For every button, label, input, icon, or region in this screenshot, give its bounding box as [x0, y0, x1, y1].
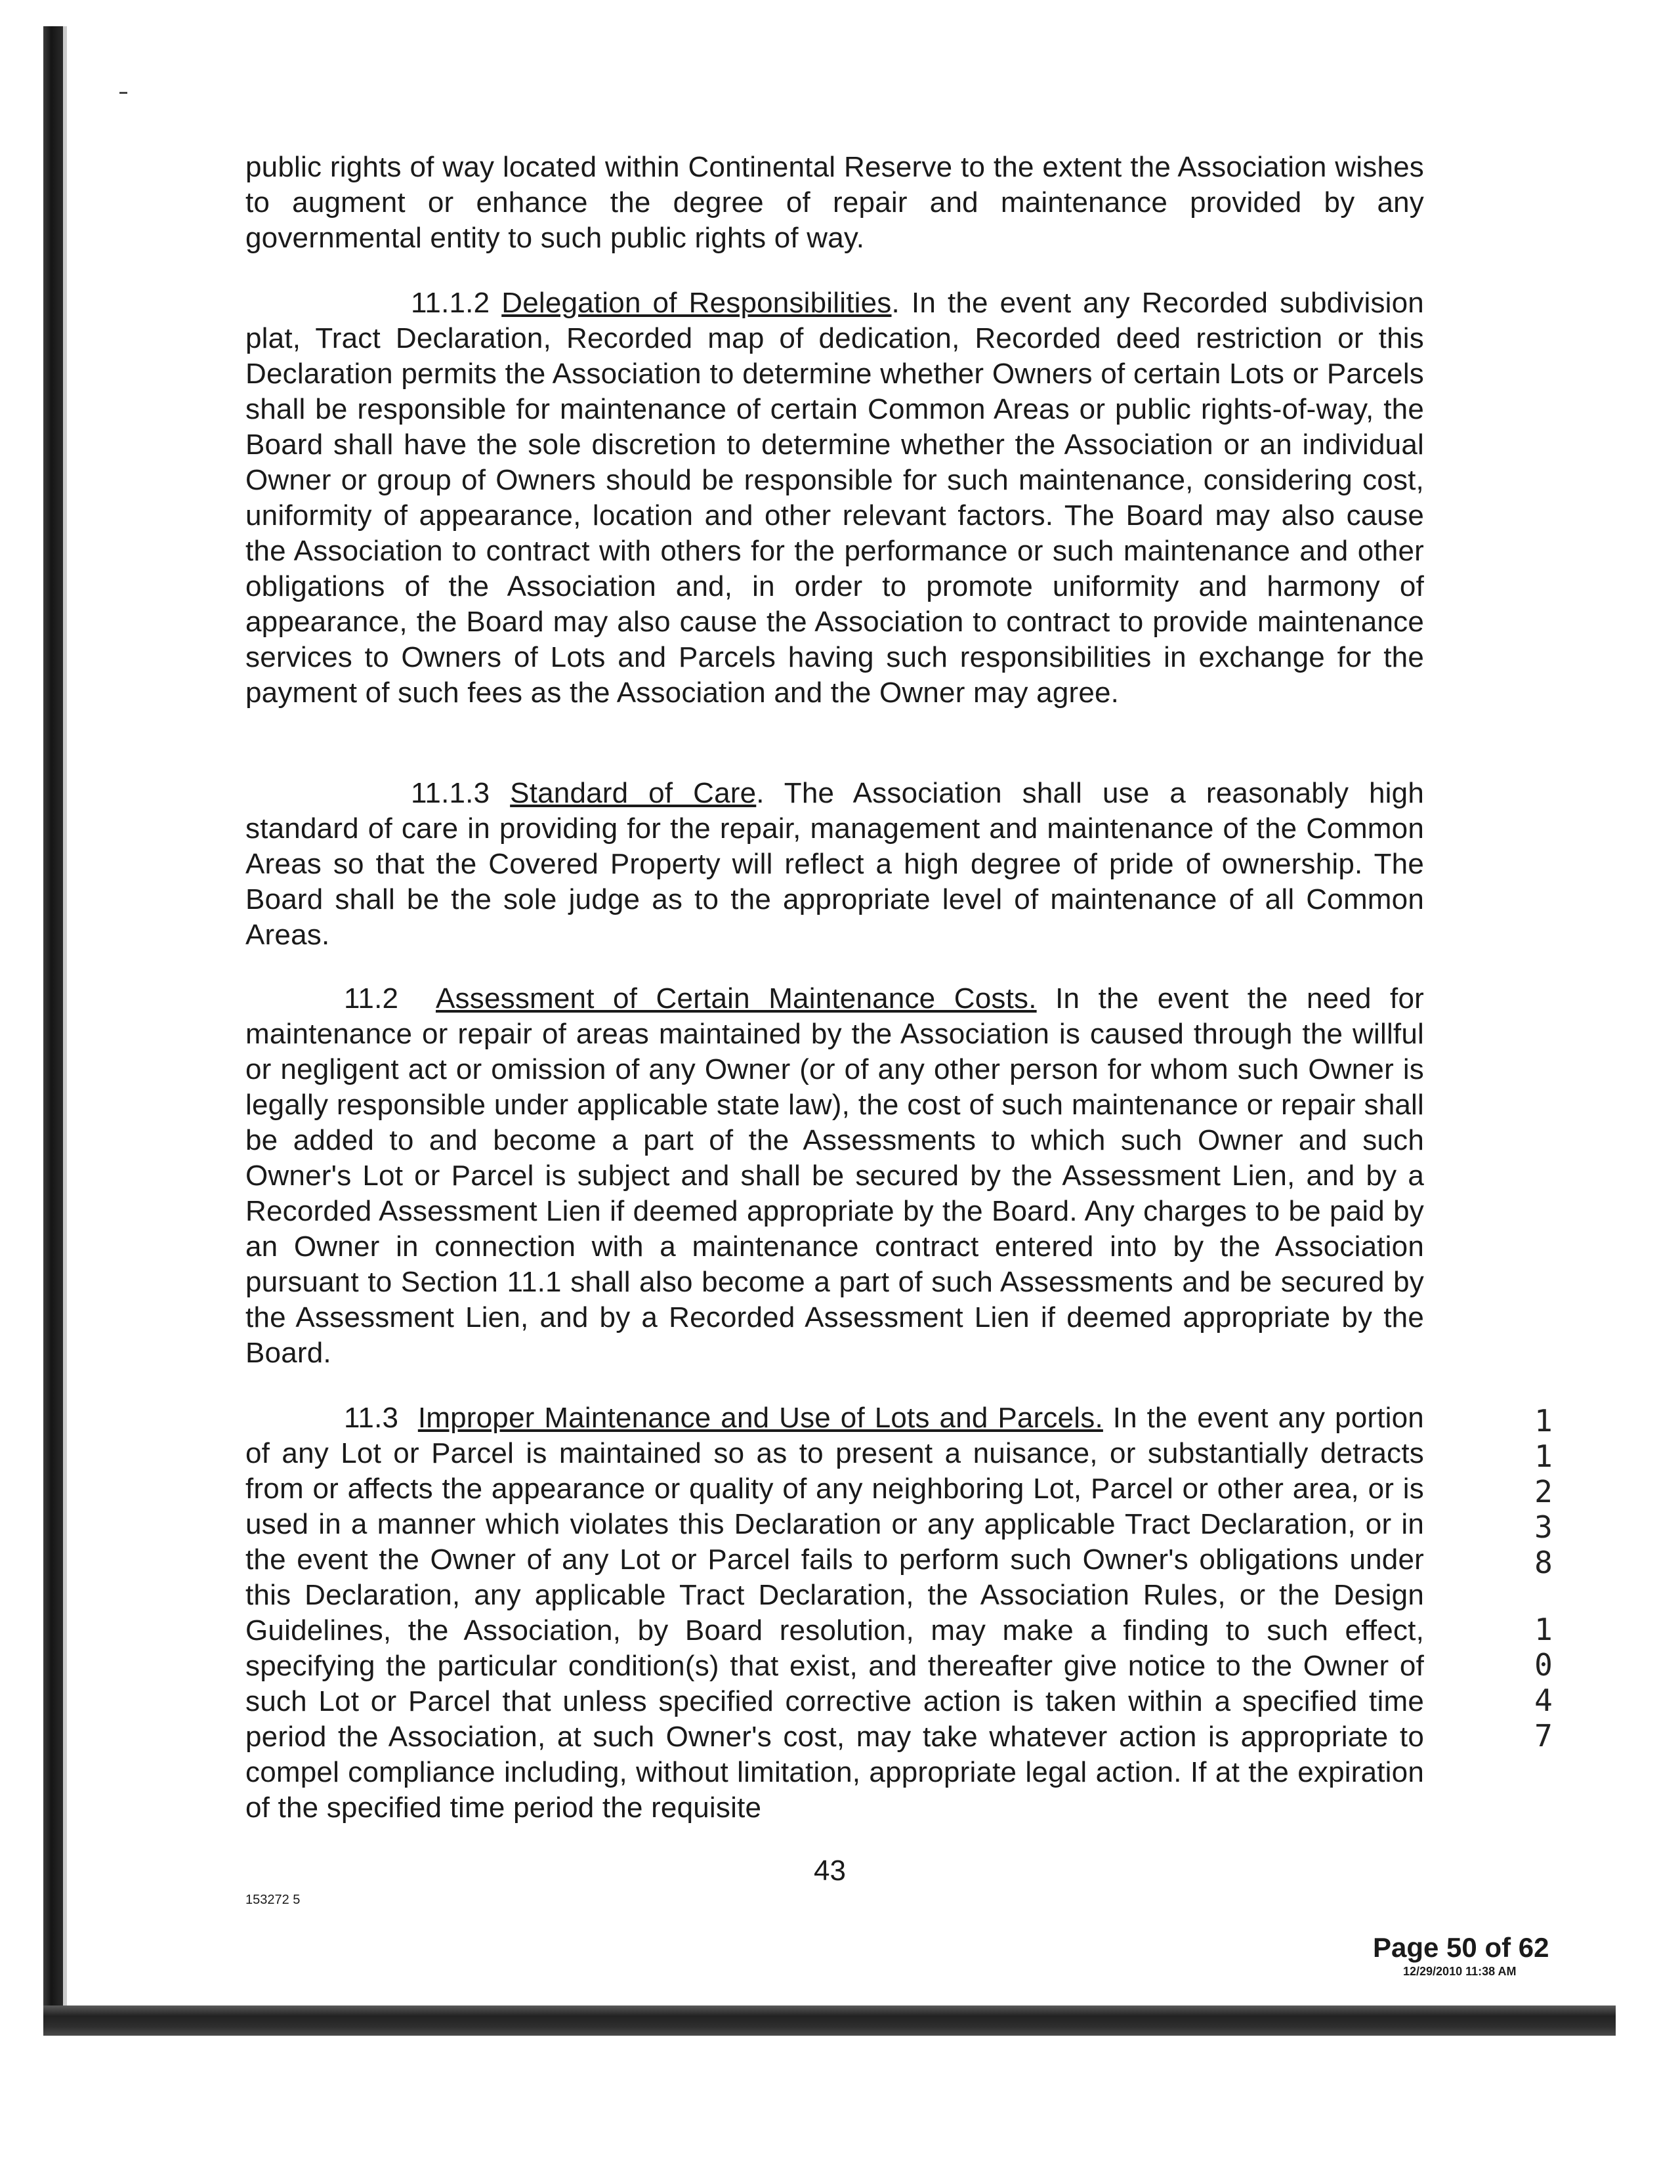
scan-bottom-bar [43, 2006, 1616, 2036]
section-11-3 [245, 1400, 1424, 1826]
section-body: The Association shall use a reasonably high standard of care in providing for the repair, management and maintenance of the Common Areas so that the Covered Property will reflect a high degree of pride of ownership. The Board shall be the sole judge as to the appropriate level of maintenance of all Common Areas. [245, 777, 1424, 951]
recording-number [1524, 1403, 1563, 1754]
recording-digit: 1 [1534, 1612, 1553, 1647]
page-number: 43 [814, 1855, 846, 1887]
recording-digit: 0 [1534, 1647, 1553, 1683]
section-number: 11.2 [344, 982, 399, 1015]
section-number: 11.1.3 [411, 777, 490, 809]
section-heading: Delegation of Responsibilities [501, 287, 892, 319]
section-heading: Improper Maintenance and Use of Lots and Parcels. [417, 1402, 1103, 1434]
recording-page-count: Page 50 of 62 [1373, 1932, 1549, 1963]
recording-gap [1524, 1580, 1563, 1612]
section-11-1-2 [245, 285, 1424, 711]
recording-digit: 4 [1534, 1683, 1553, 1718]
recording-digit: 2 [1534, 1474, 1553, 1509]
recording-digit: 1 [1534, 1403, 1553, 1438]
section-number: 11.3 [344, 1402, 399, 1434]
section-body: In the event any portion of any Lot or Parcel is maintained so as to present a nuisance, or substantially detracts from or affects the appearance or quality of any neighboring Lot, Parcel or other area, or is used in a manner which violates this Declaration or any applicable Tract Declaration, or in the event the Owner of any Lot or Parcel fails to perform such Owner's obligations under this Declaration, any applicable Tract Declaration, the Association Rules, or the Design Guidelines, the Association, by Board resolution, may make a finding to such effect, specifying the particular condition(s) that exist, and thereafter give notice to the Owner of such Lot or Parcel that unless specified corrective action is taken within a specified time period the Association, at such Owner's cost, may take whatever action is appropriate to compel compliance including, without limitation, appropriate legal action. If at the expiration of the specified time period the requisite [245, 1402, 1424, 1824]
scan-edge-shadow [63, 26, 67, 2034]
recording-digit: 3 [1534, 1509, 1553, 1545]
scan-mark [119, 92, 127, 94]
heading-punctuation: . [891, 287, 900, 319]
section-heading: Assessment of Certain Maintenance Costs. [436, 982, 1037, 1015]
heading-punctuation: . [756, 777, 765, 809]
section-number: 11.1.2 [411, 287, 490, 319]
recording-digit: 8 [1534, 1545, 1553, 1580]
paragraph-body: public rights of way located within Continental Reserve to the extent the Association wishes to augment or enhance the degree of repair and maintenance provided by any governmental entity to such public rights of way. [245, 151, 1424, 254]
section-11-1-3 [245, 776, 1424, 953]
recording-date-time: 12/29/2010 11:38 AM [1403, 1965, 1517, 1978]
recording-digit: 7 [1534, 1718, 1553, 1754]
section-body: In the event any Recorded subdivision plat, Tract Declaration, Recorded map of dedication, Recorded deed restriction or this Declaration permits the Association to determine whether Owners of certain Lots or Parcels shall be responsible for maintenance of certain Common Areas or public rights-of-way, the Board shall have the sole discretion to determine whether the Association or an individual Owner or group of Owners should be responsible for such maintenance, considering cost, uniformity of appearance, location and other relevant factors. The Board may also cause the Association to contract with others for the performance or such maintenance and other obligations of the Association and, in order to promote uniformity and harmony of appearance, the Board may also cause the Association to contract to provide maintenance services to Owners of Lots and Parcels having such responsibilities in exchange for the payment of such fees as the Association and the Owner may agree. [245, 287, 1424, 709]
scan-edge-bar [43, 26, 63, 2034]
recording-digit: 1 [1534, 1438, 1553, 1474]
section-body: In the event the need for maintenance or repair of areas maintained by the Association is caused through the willful or negligent act or omission of any Owner (or of any other person for whom such Owner is legally responsible under applicable state law), the cost of such maintenance or repair shall be added to and become a part of the Assessments to which such Owner and such Owner's Lot or Parcel is subject and shall be secured by the Assessment Lien, and by a Recorded Assessment Lien if deemed appropriate by the Board. Any charges to be paid by an Owner in connection with a maintenance contract entered into by the Association pursuant to Section 11.1 shall also become a part of such Assessments and be secured by the Assessment Lien, and by a Recorded Assessment Lien if deemed appropriate by the Board. [245, 982, 1424, 1369]
section-heading: Standard of Care [510, 777, 757, 809]
paragraph-continuation [245, 150, 1424, 256]
section-11-2 [245, 981, 1424, 1371]
document-code: 153272 5 [245, 1893, 301, 1907]
